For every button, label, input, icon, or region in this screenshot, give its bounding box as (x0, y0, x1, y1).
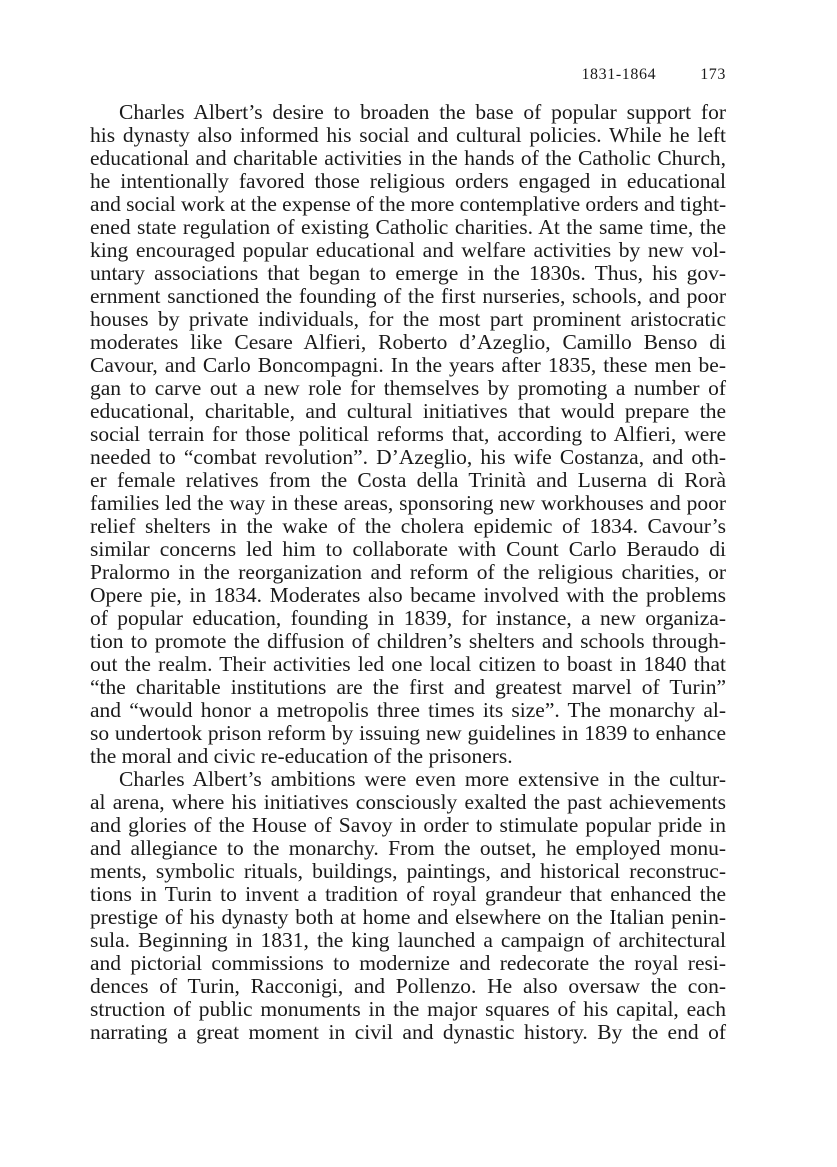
text-line: prestige of his dynasty both at home and elsewhere on the Italian penin- (90, 905, 726, 929)
text-line: families led the way in these areas, sponsoring new workhouses and poor (90, 491, 726, 515)
text-line: the moral and civic re-education of the prisoners. (90, 744, 513, 768)
text-line: Pralormo in the reorganization and reform of the religious charities, or (90, 560, 726, 584)
body-text (90, 101, 726, 1044)
running-head (581, 66, 726, 84)
text-line: he intentionally favored those religious orders engaged in educational (90, 169, 726, 193)
text-line: ments, symbolic rituals, buildings, paintings, and historical reconstruc- (90, 859, 726, 883)
text-line: “the charitable institutions are the first and greatest marvel of Turin” (90, 675, 726, 699)
text-line: king encouraged popular educational and welfare activities by new vol- (90, 238, 726, 262)
text-line: ernment sanctioned the founding of the first nurseries, schools, and poor (90, 284, 726, 308)
text-line: Charles Albert’s desire to broaden the base of popular support for (119, 100, 726, 124)
text-line: houses by private individuals, for the most part prominent aristocratic (90, 307, 726, 331)
paragraph-2 (90, 768, 726, 1044)
text-line: al arena, where his initiatives consciously exalted the past achievements (90, 790, 726, 814)
text-line: Opere pie, in 1834. Moderates also became involved with the problems (90, 583, 726, 607)
text-line: sula. Beginning in 1831, the king launched a campaign of architectural (90, 928, 726, 952)
text-line: narrating a great moment in civil and dynastic history. By the end of (90, 1020, 726, 1044)
text-line: social terrain for those political reforms that, according to Alfieri, were (90, 422, 726, 446)
text-line: gan to carve out a new role for themselves by promoting a number of (90, 376, 726, 400)
text-line: educational and charitable activities in the hands of the Catholic Church, (90, 146, 726, 170)
text-line: and glories of the House of Savoy in order to stimulate popular pride in (90, 813, 726, 837)
text-line: Cavour, and Carlo Boncompagni. In the years after 1835, these men be- (90, 353, 726, 377)
text-line: of popular education, founding in 1839, for instance, a new organiza- (90, 606, 726, 630)
text-line: tion to promote the diffusion of children’s shelters and schools through- (90, 629, 726, 653)
text-line: his dynasty also informed his social and cultural policies. While he left (90, 123, 726, 147)
text-line: and social work at the expense of the more contemplative orders and tight- (90, 192, 726, 216)
text-line: relief shelters in the wake of the cholera epidemic of 1834. Cavour’s (90, 514, 726, 538)
text-line: out the realm. Their activities led one local citizen to boast in 1840 that (90, 652, 726, 676)
text-line: moderates like Cesare Alfieri, Roberto d’Azeglio, Camillo Benso di (90, 330, 726, 354)
text-line: and pictorial commissions to modernize and redecorate the royal resi- (90, 951, 726, 975)
page-number: 173 (700, 66, 726, 83)
paragraph-1 (90, 101, 726, 768)
text-line: and allegiance to the monarchy. From the outset, he employed monu- (90, 836, 726, 860)
text-line: ened state regulation of existing Catholic charities. At the same time, the (90, 215, 726, 239)
text-line: needed to “combat revolution”. D’Azeglio, his wife Costanza, and oth- (90, 445, 726, 469)
text-line: educational, charitable, and cultural initiatives that would prepare the (90, 399, 726, 423)
text-line: and “would honor a metropolis three times its size”. The monarchy al- (90, 698, 726, 722)
text-line: struction of public monuments in the major squares of his capital, each (90, 997, 726, 1021)
text-line: Charles Albert’s ambitions were even more extensive in the cultur- (119, 767, 726, 791)
text-line: tions in Turin to invent a tradition of royal grandeur that enhanced the (90, 882, 726, 906)
text-line: untary associations that began to emerge in the 1830s. Thus, his gov- (90, 261, 726, 285)
text-line: dences of Turin, Racconigi, and Pollenzo. He also oversaw the con- (90, 974, 726, 998)
text-line: er female relatives from the Costa della Trinità and Luserna di Rorà (90, 468, 726, 492)
text-line: similar concerns led him to collaborate with Count Carlo Beraudo di (90, 537, 726, 561)
text-line: so undertook prison reform by issuing new guidelines in 1839 to enhance (90, 721, 726, 745)
running-title: 1831-1864 (581, 66, 657, 83)
